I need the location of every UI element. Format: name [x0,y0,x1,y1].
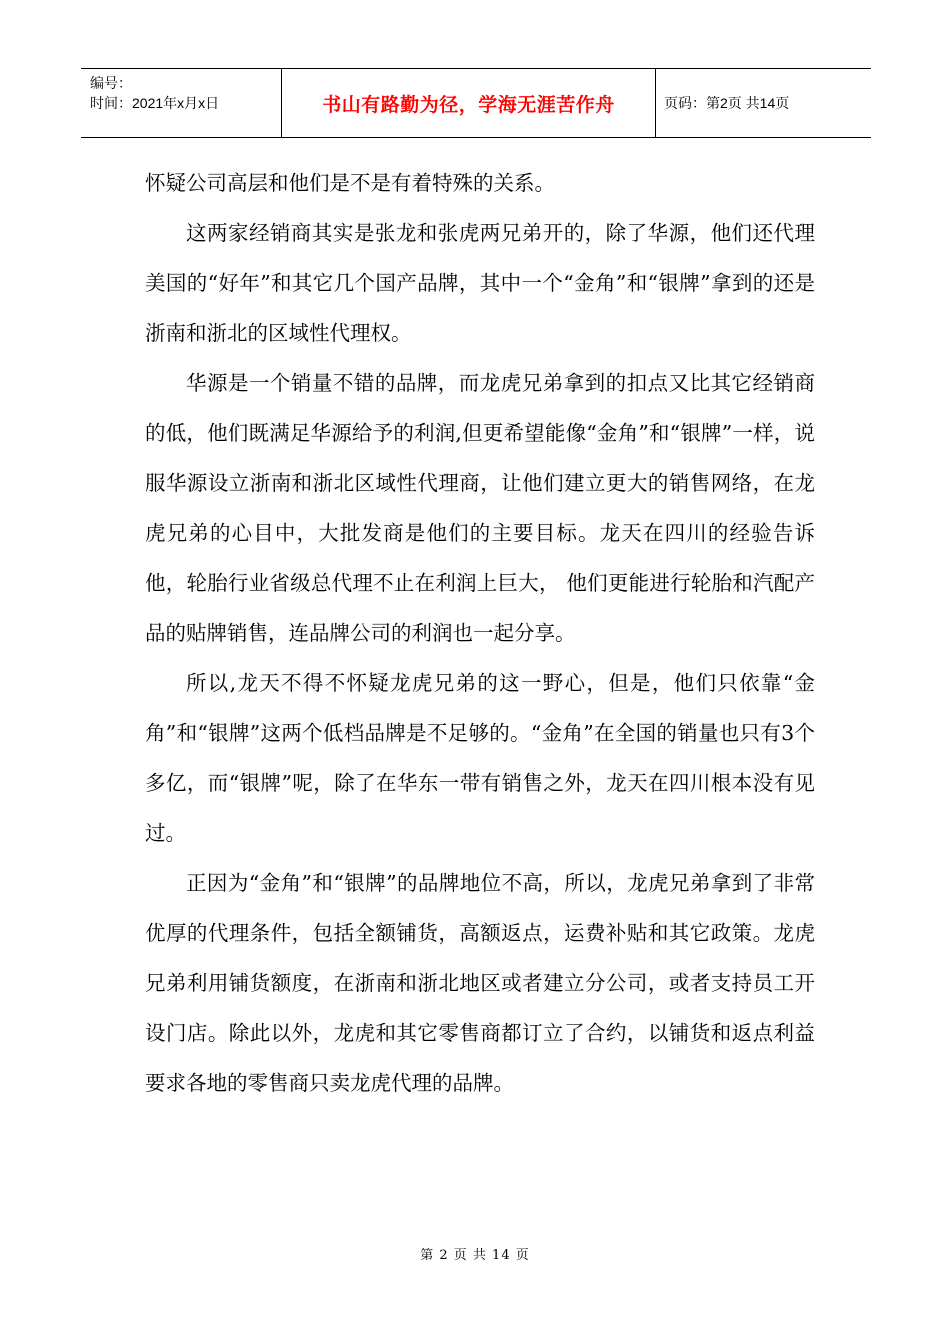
paragraph: 华源是一个销量不错的品牌，而龙虎兄弟拿到的扣点又比其它经销商的低，他们既满足华源给予的利润,但更希望能像“金角”和“银牌”一样，说服华源设立浙南和浙北区域性代理商，让他们建立更大的销售网络，在龙虎兄弟的心目中，大批发商是他们的主要目标。龙天在四川的经验告诉他，轮胎行业省级总代理不止在利润上巨大， 他们更能进行轮胎和汽配产品的贴牌销售，连品牌公司的利润也一起分享。 [145,371,815,645]
document-number-label: 编号： [90,75,132,91]
paragraph: 怀疑公司高层和他们是不是有着特殊的关系。 [145,171,555,195]
document-time-label: 时间：2021年x月x日 [90,95,220,111]
paragraph: 这两家经销商其实是张龙和张虎两兄弟开的，除了华源，他们还代理美国的“好年”和其它几个国产品牌，其中一个“金角”和“银牌”拿到的还是浙南和浙北的区域性代理权。 [145,221,815,345]
paragraph: 正因为“金角”和“银牌”的品牌地位不高，所以，龙虎兄弟拿到了非常优厚的代理条件，包括全额铺货，高额返点，运费补贴和其它政策。龙虎兄弟利用铺货额度，在浙南和浙北地区或者建立分公司，或者支持员工开设门店。除此以外，龙虎和其它零售商都订立了合约，以铺货和返点利益要求各地的零售商只卖龙虎代理的品牌。 [145,871,815,1095]
document-body [145,158,815,1108]
page-header [81,68,871,138]
page-footer: 第 2 页 共 14 页 [420,1248,530,1263]
paragraph: 所以,龙天不得不怀疑龙虎兄弟的这一野心，但是，他们只依靠“金角”和“银牌”这两个低档品牌是不足够的。“金角”在全国的销量也只有3个多亿，而“银牌”呢，除了在华东一带有销售之外，龙天在四川根本没有见过。 [145,671,815,845]
header-page-info: 页码：第2页 共14页 [664,95,790,111]
header-motto: 书山有路勤为径，学海无涯苦作舟 [282,69,656,137]
header-info [81,69,282,137]
